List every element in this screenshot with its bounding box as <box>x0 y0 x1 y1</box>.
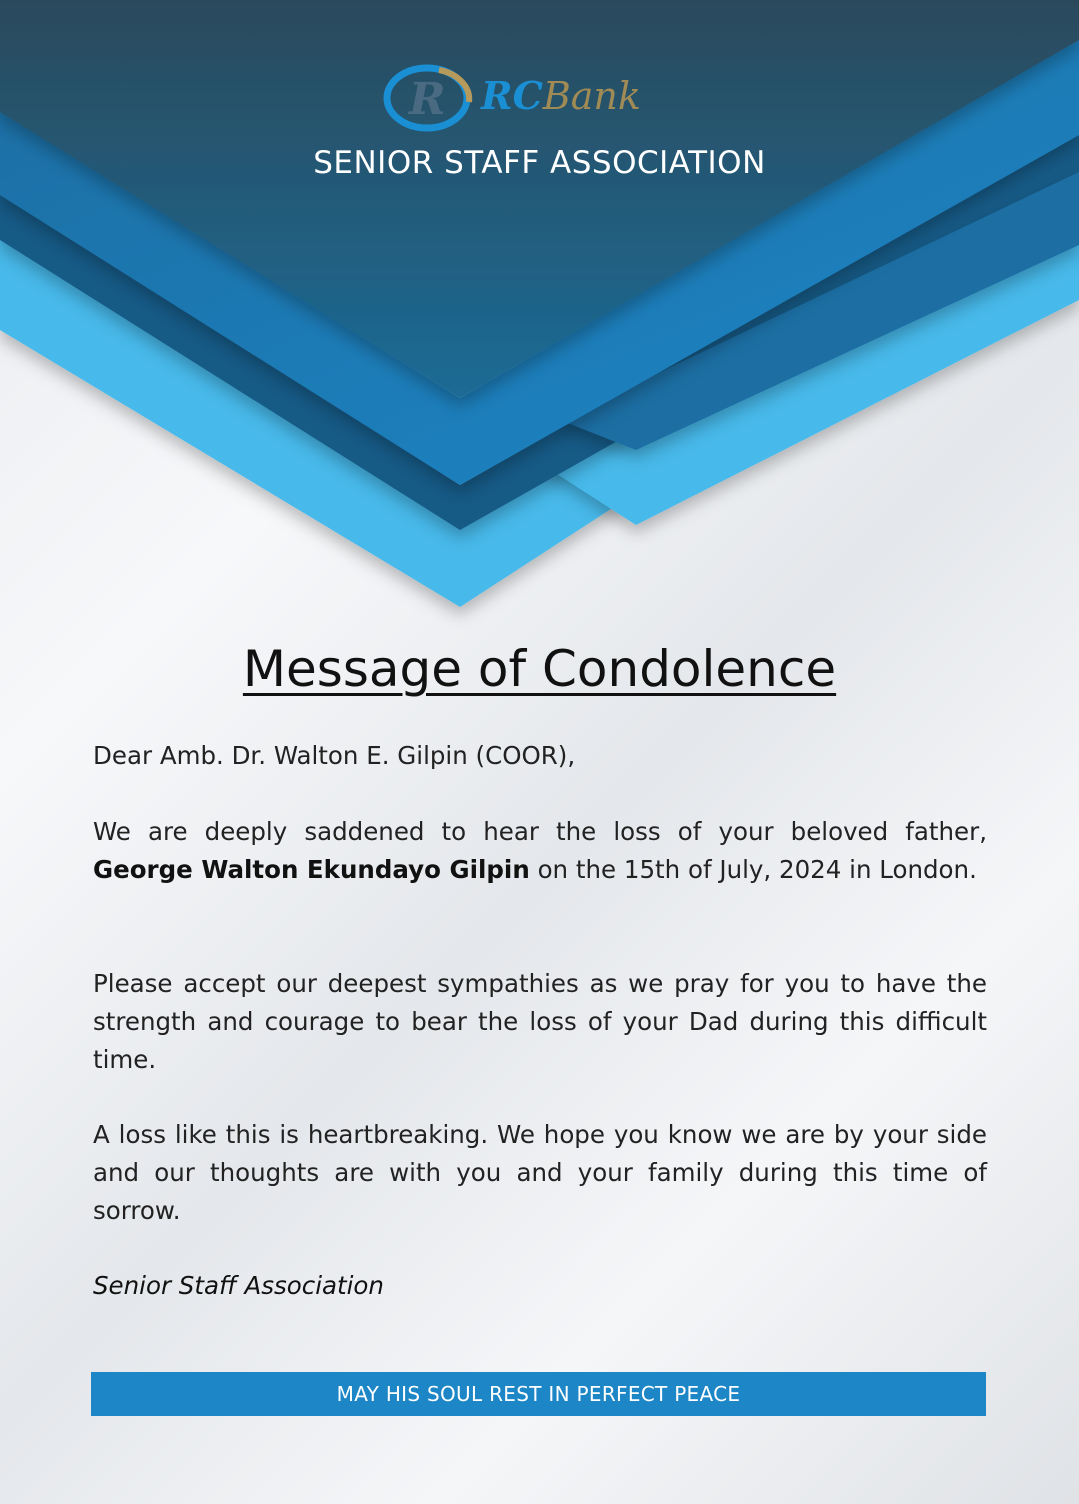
logo-wordmark <box>481 70 641 122</box>
association-title: SENIOR STAFF ASSOCIATION <box>313 145 766 181</box>
letter-paragraph-3: A loss like this is heartbreaking. We hope you know we are by your side and our thoughts are with you and your family during this time of sorrow. <box>93 1120 987 1225</box>
logo-bank-text: Bank <box>542 74 641 118</box>
logo-rc-text: RC <box>481 73 543 118</box>
rcbank-logo <box>383 62 653 134</box>
para1-details: on the 15th of July, 2024 in London. <box>537 855 977 884</box>
letter-signature: Senior Staff Association <box>93 1271 384 1300</box>
rcbank-emblem-icon <box>383 62 479 134</box>
footer-banner: MAY HIS SOUL REST IN PERFECT PEACE <box>91 1372 986 1416</box>
deceased-name: George Walton Ekundayo Gilpin <box>93 855 530 884</box>
para1-intro: We are deeply saddened to hear the loss of your beloved father, <box>93 817 987 846</box>
letter-title-text: Message of Condolence <box>242 640 837 698</box>
letter-greeting: Dear Amb. Dr. Walton E. Gilpin (COOR), <box>93 741 576 770</box>
letter-paragraph-2: Please accept our deepest sympathies as we pray for you to have the strength and courage to bear the loss of your Dad during this difficult time. <box>93 969 987 1074</box>
letter-title <box>0 636 1079 702</box>
svg-text:R: R <box>409 74 446 125</box>
letter-paragraph-1 <box>93 813 987 889</box>
